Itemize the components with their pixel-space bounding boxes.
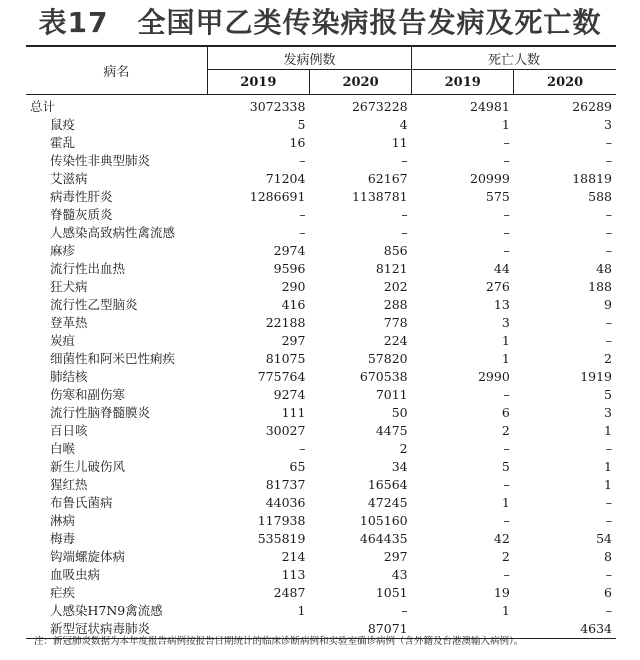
cases-2019-cell: 535819 <box>257 531 306 546</box>
deaths-2019-cell: 2 <box>501 423 510 438</box>
table-row <box>26 458 616 476</box>
deaths-2020-cell: 5 <box>604 387 612 402</box>
disease-name-cell: 鼠疫 <box>50 117 76 132</box>
deaths-2020-cell: – <box>605 243 612 258</box>
cases-2020-cell: 202 <box>383 279 408 294</box>
deaths-2020-cell: – <box>605 225 612 240</box>
cases-2020-cell: 11 <box>391 135 408 150</box>
deaths-2020-cell: – <box>605 441 612 456</box>
cases-2020-cell: – <box>401 153 408 168</box>
cases-2019-cell: 30027 <box>265 423 306 438</box>
table-row <box>26 242 616 260</box>
cases-2019-cell: 65 <box>289 459 306 474</box>
deaths-2019-cell: – <box>503 513 510 528</box>
deaths-2019-cell: – <box>503 225 510 240</box>
table-row <box>26 170 616 188</box>
cases-group-header: 发病例数 <box>207 46 411 70</box>
disease-name-cell: 狂犬病 <box>50 279 88 294</box>
cases-2020-cell: 4475 <box>375 423 408 438</box>
deaths-2020-cell: 48 <box>596 261 612 276</box>
deaths-2020-cell: 1 <box>604 459 612 474</box>
disease-name-cell: 新型冠状病毒肺炎 <box>26 620 207 639</box>
disease-name-cell: 霍乱 <box>50 135 76 150</box>
deaths-2019-cell: 6 <box>501 405 510 420</box>
cases-2020-header: 2020 <box>309 70 411 95</box>
cases-2019-cell: – <box>299 207 306 222</box>
disease-name-cell: 白喉 <box>50 441 76 456</box>
table-row <box>26 224 616 242</box>
deaths-2020-cell: 188 <box>588 279 612 294</box>
deaths-2020-cell: 26289 <box>572 99 612 114</box>
cases-2019-cell: 297 <box>281 333 306 348</box>
cases-2020-cell: 105160 <box>359 513 408 528</box>
cases-2020-cell: 856 <box>383 243 408 258</box>
deaths-2019-cell: 19 <box>493 585 510 600</box>
disease-name-cell: 艾滋病 <box>50 171 88 186</box>
table-row <box>26 350 616 368</box>
deaths-2020-cell: 9 <box>604 297 612 312</box>
cases-2020-cell: 1051 <box>375 585 408 600</box>
deaths-2020-cell: 4634 <box>514 620 616 639</box>
page-title: 表17 全国甲乙类传染病报告发病及死亡数 <box>38 6 602 39</box>
table-row <box>26 134 616 152</box>
cases-2020-cell: 43 <box>391 567 408 582</box>
disease-name-cell: 流行性乙型脑炎 <box>50 297 138 312</box>
cases-2019-cell: 1 <box>297 603 306 618</box>
cases-2020-cell: 47245 <box>367 495 408 510</box>
deaths-2020-header: 2020 <box>514 70 616 95</box>
disease-name-cell: 麻疹 <box>50 243 76 258</box>
deaths-2020-cell: 1 <box>604 477 612 492</box>
deaths-2020-cell: – <box>605 603 612 618</box>
disease-name-cell: 人感染H7N9禽流感 <box>50 603 163 618</box>
cases-2019-cell: 9274 <box>273 387 306 402</box>
table-row <box>26 332 616 350</box>
cases-2020-cell: 1138781 <box>351 189 408 204</box>
deaths-2020-cell: – <box>605 513 612 528</box>
cases-2019-cell: 44036 <box>265 495 306 510</box>
deaths-2019-cell: 3 <box>501 315 510 330</box>
cases-2020-cell: 288 <box>383 297 408 312</box>
disease-name-cell: 流行性出血热 <box>50 261 126 276</box>
cases-2019-cell: 81075 <box>265 351 306 366</box>
deaths-2020-cell: – <box>605 315 612 330</box>
cases-2020-cell: 297 <box>383 549 408 564</box>
cases-2020-cell: 50 <box>391 405 408 420</box>
deaths-2019-cell: – <box>503 135 510 150</box>
cases-2020-cell: – <box>401 603 408 618</box>
deaths-2019-cell: – <box>503 153 510 168</box>
cases-2019-cell: 117938 <box>257 513 306 528</box>
cases-2020-cell: – <box>401 225 408 240</box>
cases-2020-cell: 670538 <box>359 369 408 384</box>
deaths-2019-cell: – <box>503 477 510 492</box>
cases-2019-cell: 3072338 <box>249 99 306 114</box>
deaths-2019-cell: – <box>503 207 510 222</box>
table-row <box>26 260 616 278</box>
disease-name-cell: 疟疾 <box>50 585 76 600</box>
table-row <box>26 278 616 296</box>
deaths-2020-cell: 54 <box>596 531 612 546</box>
cases-2019-cell: 22188 <box>265 315 306 330</box>
disease-name-cell: 钩端螺旋体病 <box>50 549 126 564</box>
footnote: 注：新冠肺炎数据为本年度报告病例按报告日期统计的临床诊断病例和实验室确诊病例（含外籍及台港澳输入病例）。 <box>34 636 524 647</box>
deaths-2019-cell: 1 <box>501 333 510 348</box>
cases-2020-cell: 34 <box>391 459 408 474</box>
cases-2020-cell: – <box>401 207 408 222</box>
cases-2019-cell: 81737 <box>265 477 306 492</box>
deaths-2020-cell: – <box>605 495 612 510</box>
cases-2019-cell: 16 <box>289 135 306 150</box>
table-row <box>26 476 616 494</box>
deaths-2020-cell: – <box>605 207 612 222</box>
table-row <box>26 206 616 224</box>
cases-2019-cell: 9596 <box>273 261 306 276</box>
deaths-2020-cell: 3 <box>604 117 612 132</box>
disease-name-cell: 登革热 <box>50 315 88 330</box>
cases-2020-cell: 464435 <box>359 531 408 546</box>
table-row <box>26 404 616 422</box>
deaths-2019-cell: 1 <box>501 603 510 618</box>
disease-name-cell: 细菌性和阿米巴性痢疾 <box>50 351 176 366</box>
table-row <box>26 296 616 314</box>
disease-name-cell: 百日咳 <box>50 423 88 438</box>
table-row <box>26 386 616 404</box>
deaths-2020-cell: 1 <box>604 423 612 438</box>
table-row <box>26 566 616 584</box>
deaths-2019-cell: – <box>503 567 510 582</box>
table-row <box>26 422 616 440</box>
deaths-2019-cell: 24981 <box>470 99 510 114</box>
deaths-2019-cell: – <box>503 243 510 258</box>
deaths-2020-cell: 1919 <box>580 369 612 384</box>
disease-name-cell: 总计 <box>30 99 56 114</box>
table-row <box>26 584 616 602</box>
disease-name-cell: 猩红热 <box>50 477 88 492</box>
table-row <box>26 530 616 548</box>
cases-2019-cell: 113 <box>281 567 306 582</box>
deaths-2019-cell: 20999 <box>470 171 510 186</box>
cases-2019-header: 2019 <box>207 70 309 95</box>
deaths-2019-header: 2019 <box>412 70 514 95</box>
table-row <box>26 116 616 134</box>
cases-2020-cell: 7011 <box>375 387 408 402</box>
cases-2019-cell: 416 <box>281 297 306 312</box>
deaths-2020-cell: 588 <box>588 189 612 204</box>
deaths-2019-cell: – <box>503 387 510 402</box>
cases-2020-cell: 4 <box>399 117 408 132</box>
disease-name-cell: 传染性非典型肺炎 <box>50 153 151 168</box>
disease-name-cell: 淋病 <box>50 513 76 528</box>
deaths-2019-cell: 2 <box>501 549 510 564</box>
disease-name-cell: 炭疽 <box>50 333 76 348</box>
disease-name-cell: 新生儿破伤风 <box>50 459 126 474</box>
cases-2019-cell: 71204 <box>265 171 306 186</box>
cases-2019-cell: 1286691 <box>249 189 306 204</box>
disease-name-cell: 梅毒 <box>50 531 76 546</box>
disease-name-cell: 肺结核 <box>50 369 88 384</box>
cases-2019-cell: 290 <box>281 279 306 294</box>
table-row <box>26 314 616 332</box>
disease-name-cell: 病毒性肝炎 <box>50 189 113 204</box>
disease-name-cell: 布鲁氏菌病 <box>50 495 113 510</box>
cases-2019-cell: 5 <box>297 117 306 132</box>
deaths-2019-cell: 5 <box>501 459 510 474</box>
table-row <box>26 188 616 206</box>
deaths-2020-cell: – <box>605 333 612 348</box>
table-row <box>26 512 616 530</box>
deaths-2019-cell: – <box>503 441 510 456</box>
cases-2020-cell: 2 <box>399 441 408 456</box>
table-row <box>26 152 616 170</box>
deaths-2019-cell: 1 <box>501 117 510 132</box>
deaths-2019-cell: 575 <box>485 189 510 204</box>
disease-name-cell: 伤寒和副伤寒 <box>50 387 126 402</box>
cases-2020-cell: 224 <box>383 333 408 348</box>
deaths-2020-cell: – <box>605 153 612 168</box>
deaths-2019-cell: 44 <box>493 261 510 276</box>
cases-2020-cell: 2673228 <box>351 99 408 114</box>
cases-2020-cell: 87071 <box>309 620 411 639</box>
disease-name-header: 病名 <box>26 46 207 95</box>
cases-2019-cell: – <box>299 153 306 168</box>
cases-2020-cell: 8121 <box>375 261 408 276</box>
disease-name-cell: 血吸虫病 <box>50 567 101 582</box>
deaths-2019-cell: 1 <box>501 351 510 366</box>
table-row <box>26 602 616 620</box>
deaths-2020-cell: 3 <box>604 405 612 420</box>
cases-2019-cell: 111 <box>281 405 306 420</box>
deaths-2020-cell: 6 <box>604 585 612 600</box>
deaths-2019-cell: 13 <box>493 297 510 312</box>
table-row <box>26 548 616 566</box>
cases-2019-cell: – <box>299 225 306 240</box>
cases-2019-cell: – <box>299 441 306 456</box>
deaths-2019-cell: 42 <box>493 531 510 546</box>
deaths-2020-cell: – <box>605 135 612 150</box>
table-row <box>26 440 616 458</box>
cases-2020-cell: 57820 <box>367 351 408 366</box>
disease-name-cell: 流行性脑脊髓膜炎 <box>50 405 151 420</box>
deaths-2019-cell: 1 <box>501 495 510 510</box>
deaths-2020-cell: 2 <box>604 351 612 366</box>
cases-2020-cell: 62167 <box>367 171 408 186</box>
cases-2019-cell: 2487 <box>273 585 306 600</box>
deaths-2019-cell: 2990 <box>477 369 510 384</box>
disease-name-cell: 脊髓灰质炎 <box>50 207 113 222</box>
deaths-2020-cell: 8 <box>604 549 612 564</box>
deaths-2019-cell: 276 <box>485 279 510 294</box>
cases-2019-cell: 214 <box>281 549 306 564</box>
table-row <box>26 95 616 117</box>
deaths-2020-cell: – <box>605 567 612 582</box>
cases-2020-cell: 16564 <box>367 477 408 492</box>
cases-2019-cell: 2974 <box>273 243 306 258</box>
disease-name-cell: 人感染高致病性禽流感 <box>50 225 176 240</box>
deaths-group-header: 死亡人数 <box>412 46 616 70</box>
deaths-2020-cell: 18819 <box>572 171 612 186</box>
table-row <box>26 368 616 386</box>
disease-table <box>26 45 616 639</box>
cases-2020-cell: 778 <box>383 315 408 330</box>
table-row <box>26 494 616 512</box>
cases-2019-cell: 775764 <box>257 369 306 384</box>
